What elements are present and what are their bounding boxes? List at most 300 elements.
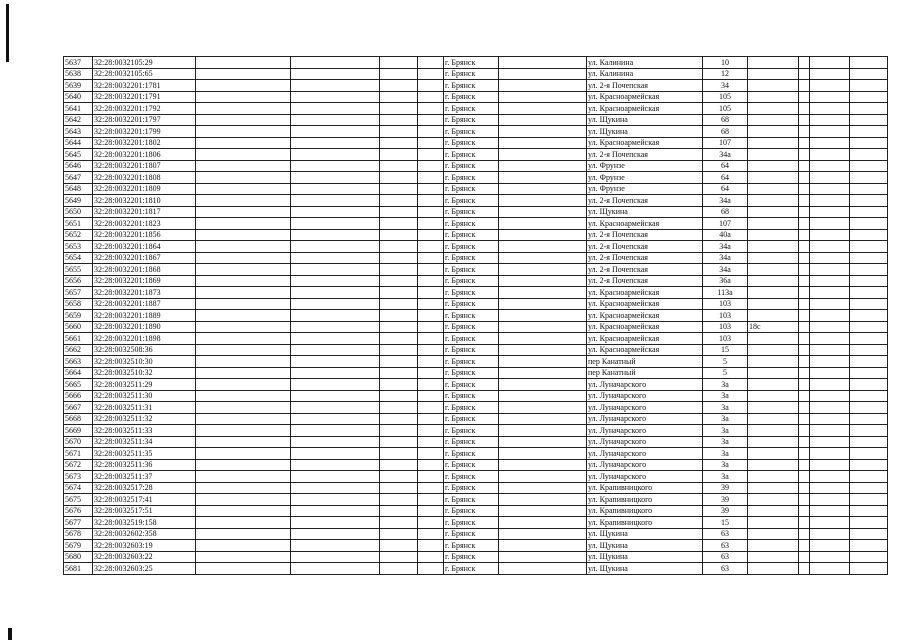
empty-cell (418, 68, 444, 80)
empty-cell (850, 551, 888, 563)
table-row (64, 436, 888, 448)
empty-cell (810, 551, 850, 563)
empty-cell (380, 517, 418, 529)
empty-cell (418, 517, 444, 529)
row-number-cell: 5669 (64, 425, 93, 437)
row-number-cell: 5660 (64, 321, 93, 333)
empty-cell (850, 413, 888, 425)
empty-cell (810, 413, 850, 425)
building-cell (748, 229, 799, 241)
city-cell: г. Брянск (444, 80, 499, 92)
empty-cell (850, 540, 888, 552)
row-number-cell: 5662 (64, 344, 93, 356)
street-cell: ул. Крапивницкого (587, 482, 703, 494)
empty-cell (799, 149, 810, 161)
empty-cell (418, 80, 444, 92)
cadastral-number-cell: 32:28:0032201:1808 (93, 172, 196, 184)
building-cell (748, 413, 799, 425)
building-cell (748, 57, 799, 69)
table-row (64, 471, 888, 483)
city-cell: г. Брянск (444, 425, 499, 437)
empty-cell (380, 482, 418, 494)
building-cell (748, 287, 799, 299)
empty-cell (799, 425, 810, 437)
table-row (64, 149, 888, 161)
row-number-cell: 5640 (64, 91, 93, 103)
empty-cell (380, 149, 418, 161)
row-number-cell: 5654 (64, 252, 93, 264)
empty-cell (291, 517, 380, 529)
empty-cell (850, 160, 888, 172)
street-cell: ул. Луначарского (587, 425, 703, 437)
empty-cell (499, 160, 587, 172)
empty-cell (499, 172, 587, 184)
table-row (64, 321, 888, 333)
house-number-cell: 12 (703, 68, 748, 80)
cadastral-number-cell: 32:28:0032201:1791 (93, 91, 196, 103)
house-number-cell: 34а (703, 252, 748, 264)
empty-cell (810, 402, 850, 414)
street-cell: ул. Красноармейская (587, 310, 703, 322)
empty-cell (810, 195, 850, 207)
city-cell: г. Брянск (444, 172, 499, 184)
house-number-cell: 103 (703, 310, 748, 322)
empty-cell (196, 183, 291, 195)
empty-cell (499, 402, 587, 414)
table-row (64, 494, 888, 506)
street-cell: ул. Щукина (587, 563, 703, 575)
street-cell: ул. Щукина (587, 540, 703, 552)
table-row (64, 275, 888, 287)
empty-cell (418, 103, 444, 115)
empty-cell (810, 126, 850, 138)
city-cell: г. Брянск (444, 103, 499, 115)
empty-cell (499, 275, 587, 287)
empty-cell (499, 482, 587, 494)
empty-cell (810, 229, 850, 241)
empty-cell (380, 471, 418, 483)
empty-cell (810, 206, 850, 218)
empty-cell (810, 367, 850, 379)
house-number-cell: 10 (703, 57, 748, 69)
street-cell: ул. Луначарского (587, 402, 703, 414)
cadastral-number-cell: 32:28:0032201:1868 (93, 264, 196, 276)
cadastral-number-cell: 32:28:0032511:34 (93, 436, 196, 448)
empty-cell (850, 103, 888, 115)
house-number-cell: 5 (703, 367, 748, 379)
cadastral-number-cell: 32:28:0032201:1887 (93, 298, 196, 310)
empty-cell (291, 229, 380, 241)
empty-cell (499, 459, 587, 471)
empty-cell (418, 540, 444, 552)
empty-cell (799, 126, 810, 138)
empty-cell (799, 471, 810, 483)
empty-cell (499, 206, 587, 218)
row-number-cell: 5653 (64, 241, 93, 253)
building-cell (748, 195, 799, 207)
empty-cell (850, 505, 888, 517)
empty-cell (196, 517, 291, 529)
empty-cell (291, 218, 380, 230)
street-cell: ул. 2-я Почепская (587, 275, 703, 287)
table-row (64, 482, 888, 494)
empty-cell (196, 367, 291, 379)
empty-cell (499, 252, 587, 264)
empty-cell (291, 310, 380, 322)
city-cell: г. Брянск (444, 367, 499, 379)
building-cell (748, 344, 799, 356)
house-number-cell: 107 (703, 137, 748, 149)
table-row (64, 563, 888, 575)
house-number-cell: 3а (703, 379, 748, 391)
building-cell: 18с (748, 321, 799, 333)
building-cell (748, 137, 799, 149)
empty-cell (380, 160, 418, 172)
row-number-cell: 5652 (64, 229, 93, 241)
empty-cell (418, 137, 444, 149)
scan-edge-mark-bottom (8, 628, 12, 640)
empty-cell (380, 114, 418, 126)
street-cell: пер Канатный (587, 367, 703, 379)
empty-cell (810, 80, 850, 92)
empty-cell (810, 298, 850, 310)
row-number-cell: 5666 (64, 390, 93, 402)
empty-cell (799, 528, 810, 540)
empty-cell (799, 459, 810, 471)
empty-cell (799, 172, 810, 184)
empty-cell (196, 310, 291, 322)
cadastral-number-cell: 32:28:0032201:1807 (93, 160, 196, 172)
table-row (64, 252, 888, 264)
empty-cell (196, 505, 291, 517)
city-cell: г. Брянск (444, 126, 499, 138)
empty-cell (291, 344, 380, 356)
house-number-cell: 15 (703, 344, 748, 356)
empty-cell (380, 195, 418, 207)
empty-cell (799, 229, 810, 241)
cadastral-number-cell: 32:28:0032517:41 (93, 494, 196, 506)
empty-cell (850, 321, 888, 333)
house-number-cell: 3а (703, 471, 748, 483)
empty-cell (291, 471, 380, 483)
empty-cell (196, 252, 291, 264)
row-number-cell: 5638 (64, 68, 93, 80)
city-cell: г. Брянск (444, 183, 499, 195)
empty-cell (850, 333, 888, 345)
house-number-cell: 34а (703, 195, 748, 207)
empty-cell (196, 149, 291, 161)
empty-cell (499, 379, 587, 391)
street-cell: ул. Фрунзе (587, 183, 703, 195)
building-cell (748, 103, 799, 115)
empty-cell (418, 114, 444, 126)
empty-cell (380, 402, 418, 414)
city-cell: г. Брянск (444, 195, 499, 207)
city-cell: г. Брянск (444, 563, 499, 575)
table-row (64, 195, 888, 207)
city-cell: г. Брянск (444, 287, 499, 299)
empty-cell (418, 218, 444, 230)
empty-cell (850, 80, 888, 92)
empty-cell (850, 264, 888, 276)
street-cell: ул. Красноармейская (587, 218, 703, 230)
empty-cell (380, 264, 418, 276)
table-row (64, 206, 888, 218)
street-cell: ул. Луначарского (587, 448, 703, 460)
row-number-cell: 5649 (64, 195, 93, 207)
empty-cell (380, 494, 418, 506)
empty-cell (810, 448, 850, 460)
street-cell: ул. Красноармейская (587, 321, 703, 333)
empty-cell (291, 505, 380, 517)
table-row (64, 528, 888, 540)
empty-cell (380, 57, 418, 69)
empty-cell (380, 505, 418, 517)
city-cell: г. Брянск (444, 505, 499, 517)
empty-cell (418, 91, 444, 103)
row-number-cell: 5656 (64, 275, 93, 287)
empty-cell (499, 229, 587, 241)
empty-cell (799, 379, 810, 391)
city-cell: г. Брянск (444, 264, 499, 276)
empty-cell (196, 241, 291, 253)
empty-cell (810, 114, 850, 126)
empty-cell (380, 298, 418, 310)
cadastral-number-cell: 32:28:0032510:30 (93, 356, 196, 368)
table-row (64, 310, 888, 322)
table-row (64, 126, 888, 138)
building-cell (748, 218, 799, 230)
empty-cell (418, 252, 444, 264)
empty-cell (418, 321, 444, 333)
house-number-cell: 34а (703, 241, 748, 253)
house-number-cell: 34а (703, 149, 748, 161)
street-cell: ул. 2-я Почепская (587, 264, 703, 276)
table-row (64, 183, 888, 195)
empty-cell (291, 206, 380, 218)
house-number-cell: 113а (703, 287, 748, 299)
cadastral-number-cell: 32:28:0032201:1806 (93, 149, 196, 161)
empty-cell (799, 563, 810, 575)
house-number-cell: 63 (703, 540, 748, 552)
empty-cell (291, 540, 380, 552)
city-cell: г. Брянск (444, 528, 499, 540)
cadastral-number-cell: 32:28:0032201:1890 (93, 321, 196, 333)
table-row (64, 425, 888, 437)
row-number-cell: 5648 (64, 183, 93, 195)
empty-cell (850, 241, 888, 253)
empty-cell (380, 252, 418, 264)
street-cell: ул. 2-я Почепская (587, 149, 703, 161)
house-number-cell: 3а (703, 436, 748, 448)
street-cell: ул. Красноармейская (587, 103, 703, 115)
empty-cell (810, 482, 850, 494)
empty-cell (499, 413, 587, 425)
house-number-cell: 64 (703, 160, 748, 172)
empty-cell (850, 195, 888, 207)
table-row (64, 459, 888, 471)
empty-cell (196, 494, 291, 506)
city-cell: г. Брянск (444, 471, 499, 483)
empty-cell (380, 367, 418, 379)
row-number-cell: 5676 (64, 505, 93, 517)
empty-cell (418, 551, 444, 563)
empty-cell (499, 425, 587, 437)
empty-cell (850, 471, 888, 483)
empty-cell (196, 563, 291, 575)
empty-cell (499, 448, 587, 460)
building-cell (748, 517, 799, 529)
city-cell: г. Брянск (444, 379, 499, 391)
empty-cell (380, 91, 418, 103)
table-row (64, 390, 888, 402)
empty-cell (380, 356, 418, 368)
empty-cell (291, 91, 380, 103)
empty-cell (810, 287, 850, 299)
cadastral-number-cell: 32:28:0032201:1792 (93, 103, 196, 115)
empty-cell (810, 517, 850, 529)
empty-cell (810, 436, 850, 448)
empty-cell (499, 471, 587, 483)
row-number-cell: 5671 (64, 448, 93, 460)
table-row (64, 160, 888, 172)
row-number-cell: 5647 (64, 172, 93, 184)
street-cell: ул. Луначарского (587, 413, 703, 425)
empty-cell (799, 413, 810, 425)
building-cell (748, 172, 799, 184)
empty-cell (499, 298, 587, 310)
building-cell (748, 80, 799, 92)
empty-cell (799, 298, 810, 310)
building-cell (748, 91, 799, 103)
city-cell: г. Брянск (444, 218, 499, 230)
empty-cell (380, 321, 418, 333)
house-number-cell: 107 (703, 218, 748, 230)
empty-cell (380, 183, 418, 195)
city-cell: г. Брянск (444, 241, 499, 253)
house-number-cell: 15 (703, 517, 748, 529)
cadastral-number-cell: 32:28:0032511:29 (93, 379, 196, 391)
building-cell (748, 264, 799, 276)
empty-cell (291, 321, 380, 333)
empty-cell (291, 356, 380, 368)
house-number-cell: 68 (703, 126, 748, 138)
empty-cell (418, 160, 444, 172)
empty-cell (291, 436, 380, 448)
empty-cell (418, 390, 444, 402)
city-cell: г. Брянск (444, 310, 499, 322)
street-cell: ул. 2-я Почепская (587, 241, 703, 253)
empty-cell (799, 80, 810, 92)
row-number-cell: 5642 (64, 114, 93, 126)
table-row (64, 91, 888, 103)
row-number-cell: 5672 (64, 459, 93, 471)
empty-cell (291, 103, 380, 115)
empty-cell (499, 195, 587, 207)
house-number-cell: 103 (703, 333, 748, 345)
table-row (64, 505, 888, 517)
empty-cell (196, 195, 291, 207)
empty-cell (799, 436, 810, 448)
empty-cell (799, 310, 810, 322)
row-number-cell: 5667 (64, 402, 93, 414)
cadastral-number-cell: 32:28:0032201:1867 (93, 252, 196, 264)
empty-cell (850, 482, 888, 494)
building-cell (748, 436, 799, 448)
empty-cell (418, 172, 444, 184)
empty-cell (810, 241, 850, 253)
street-cell: пер Канатный (587, 356, 703, 368)
table-row (64, 114, 888, 126)
empty-cell (380, 80, 418, 92)
empty-cell (418, 264, 444, 276)
cadastral-number-cell: 32:28:0032201:1898 (93, 333, 196, 345)
row-number-cell: 5657 (64, 287, 93, 299)
row-number-cell: 5680 (64, 551, 93, 563)
building-cell (748, 494, 799, 506)
empty-cell (810, 379, 850, 391)
empty-cell (850, 183, 888, 195)
empty-cell (380, 563, 418, 575)
table-row (64, 344, 888, 356)
city-cell: г. Брянск (444, 252, 499, 264)
empty-cell (810, 333, 850, 345)
cadastral-number-cell: 32:28:0032201:1817 (93, 206, 196, 218)
empty-cell (380, 379, 418, 391)
city-cell: г. Брянск (444, 482, 499, 494)
empty-cell (810, 494, 850, 506)
empty-cell (380, 126, 418, 138)
city-cell: г. Брянск (444, 91, 499, 103)
empty-cell (291, 287, 380, 299)
cadastral-number-cell: 32:28:0032201:1889 (93, 310, 196, 322)
street-cell: ул. Луначарского (587, 436, 703, 448)
empty-cell (850, 528, 888, 540)
empty-cell (499, 390, 587, 402)
cadastral-number-cell: 32:28:0032201:1856 (93, 229, 196, 241)
empty-cell (380, 459, 418, 471)
empty-cell (380, 551, 418, 563)
empty-cell (499, 241, 587, 253)
empty-cell (799, 494, 810, 506)
city-cell: г. Брянск (444, 356, 499, 368)
house-number-cell: 5 (703, 356, 748, 368)
street-cell: ул. Крапивницкого (587, 505, 703, 517)
building-cell (748, 367, 799, 379)
city-cell: г. Брянск (444, 57, 499, 69)
empty-cell (418, 505, 444, 517)
empty-cell (418, 448, 444, 460)
empty-cell (291, 149, 380, 161)
table-row (64, 287, 888, 299)
empty-cell (499, 494, 587, 506)
cadastral-number-cell: 32:28:0032105:29 (93, 57, 196, 69)
table-row (64, 517, 888, 529)
cadastral-number-cell: 32:28:0032201:1781 (93, 80, 196, 92)
street-cell: ул. 2-я Почепская (587, 80, 703, 92)
building-cell (748, 448, 799, 460)
city-cell: г. Брянск (444, 206, 499, 218)
empty-cell (499, 287, 587, 299)
table-row (64, 540, 888, 552)
building-cell (748, 379, 799, 391)
row-number-cell: 5655 (64, 264, 93, 276)
empty-cell (196, 91, 291, 103)
empty-cell (196, 57, 291, 69)
empty-cell (291, 68, 380, 80)
empty-cell (799, 540, 810, 552)
row-number-cell: 5651 (64, 218, 93, 230)
